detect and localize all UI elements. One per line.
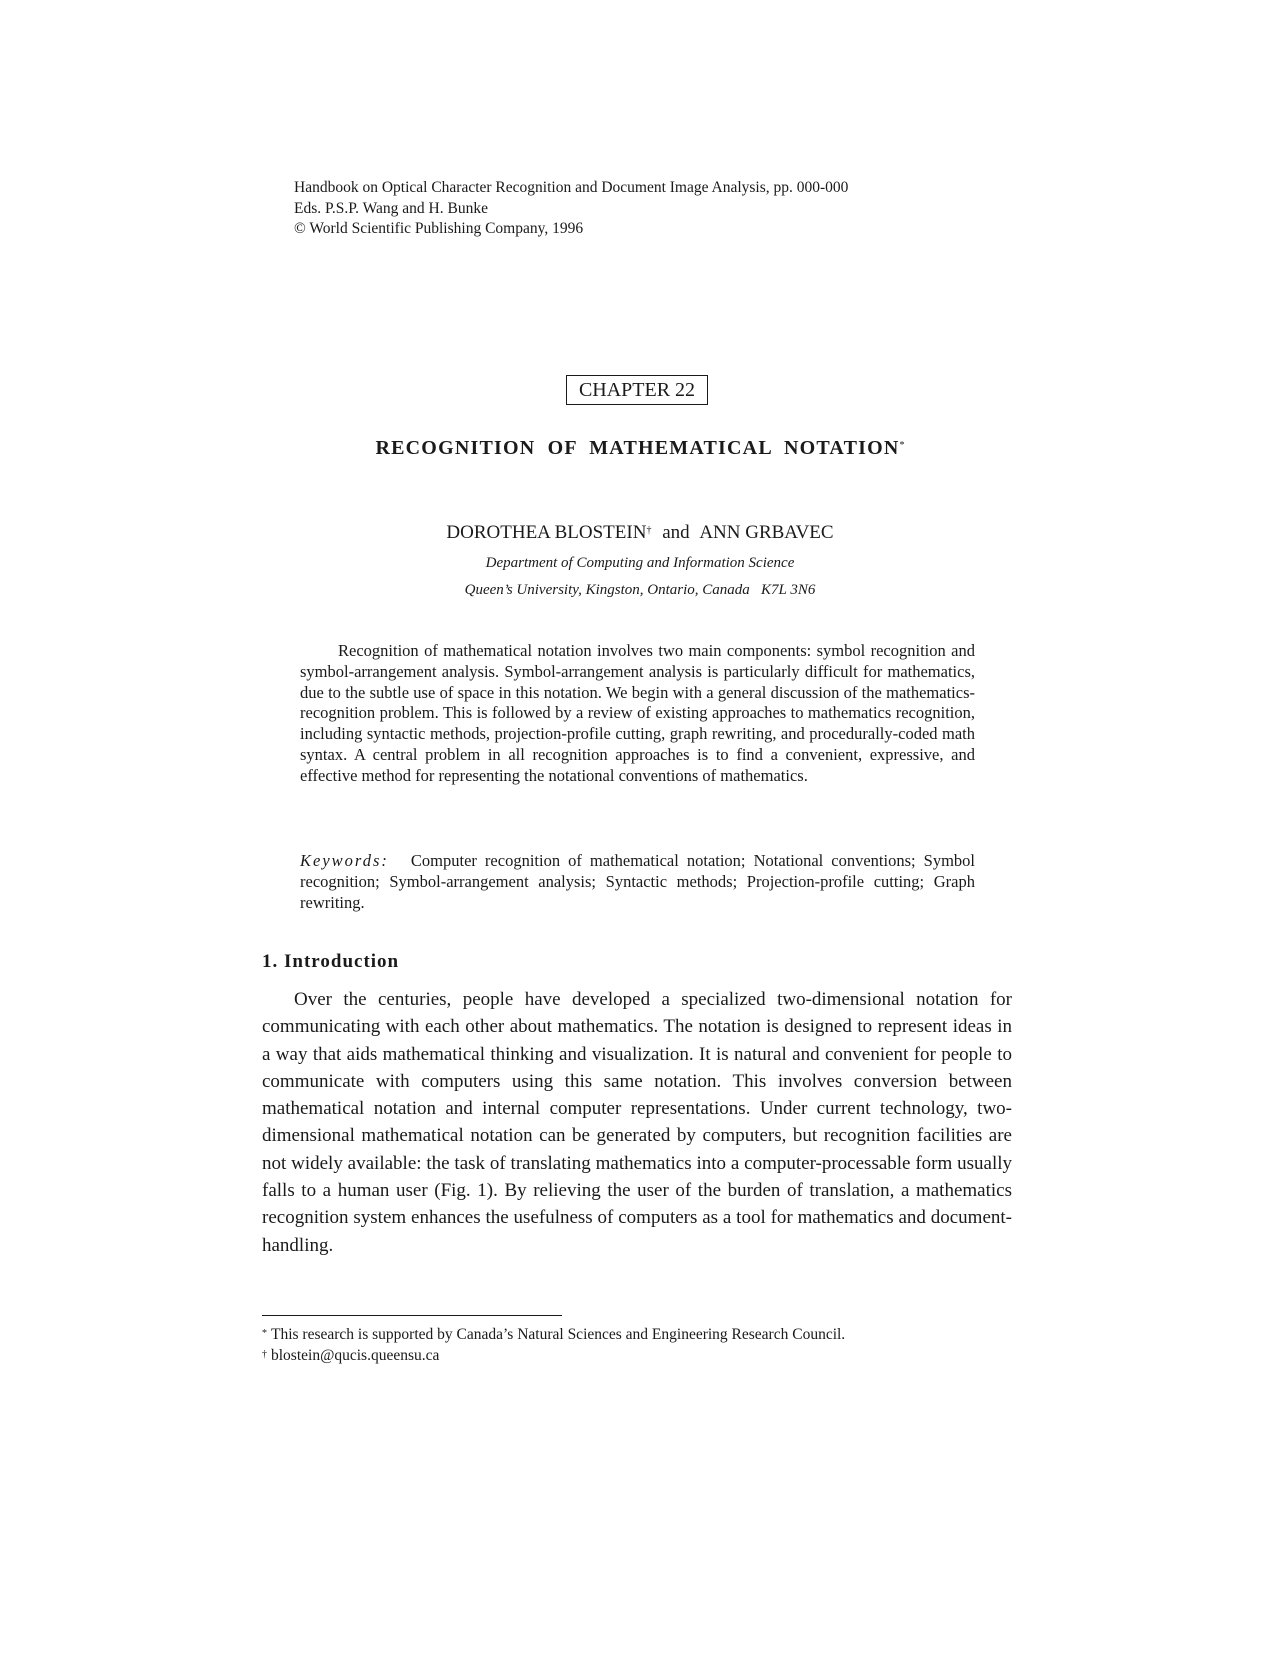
section-heading-introduction: 1. Introduction (262, 951, 400, 972)
header-line-handbook: Handbook on Optical Character Recognition and Document Image Analysis, pp. 000-000 (294, 179, 849, 196)
author-line (0, 520, 1280, 546)
author-blostein: DOROTHEA BLOSTEIN (446, 522, 647, 543)
keywords-label: Keywords: (300, 851, 389, 870)
publication-header (294, 178, 994, 240)
keywords-block (300, 851, 975, 913)
affiliation-university (0, 580, 1280, 600)
chapter-label-box (566, 375, 708, 405)
paper-title (0, 434, 1280, 462)
abstract: Recognition of mathematical notation involves two main components: symbol recognition and symbol-arrangement analysis. Symbol-arrangement analysis is particularly difficult for mathematics, due to the subtle use of space in this notation. We begin with a general discussion of the mathematics-recognition problem. This is followed by a review of existing approaches to mathematics recognition, including syntactic methods, projection-profile cutting, graph rewriting, and procedurally-coded math syntax. A central problem in all recognition approaches is to find a convenient, expressive, and effective method for representing the notational conventions of mathematics. (300, 641, 975, 785)
header-line-editors: Eds. P.S.P. Wang and H. Bunke (294, 199, 488, 217)
author-footnote-mark: † (646, 525, 652, 536)
affiliation-university-text: Queen’s University, Kingston, Ontario, Canada K7L 3N6 (464, 582, 816, 598)
title-footnote-mark: * (899, 440, 905, 451)
footnote-mark-dagger: † (262, 1348, 267, 1360)
chapter-label: CHAPTER 22 (578, 379, 696, 401)
footnote-mark-asterisk: * (262, 1328, 267, 1339)
author-grbavec: ANN GRBAVEC (699, 522, 834, 543)
introduction-paragraph: Over the centuries, people have developed a specialized two-dimensional notation for communicating with each other about mathematics. The notation is designed to represent ideas in a way that aids mathematical thinking and visualization. It is natural and convenient for people to communicate with computers using this same notation. This involves conversion between mathematical notation and internal computer representations. Under current technology, two-dimensional mathematical notation can be generated by computers, but recognition facilities are not widely available: the task of translating mathematics into a computer-processable form usually falls to a human user (Fig. 1). By relieving the user of the burden of translation, a mathematics recognition system enhances the usefulness of computers as a tool for mathematics and document-handling. (262, 989, 1012, 1256)
footnote-funding-text: This research is supported by Canada’s Natural Sciences and Engineering Research Council. (271, 1326, 846, 1343)
footnote-email-text: blostein@qucis.queensu.ca (271, 1346, 440, 1364)
paper-title-text: RECOGNITION OF MATHEMATICAL NOTATION (375, 437, 900, 459)
keywords-text: Computer recognition of mathematical notation; Notational conventions; Symbol recognition; Symbol-arrangement analysis; Syntactic methods; Projection-profile cutting; Graph rewriting. (300, 851, 975, 912)
author-conjunction: and (662, 522, 690, 543)
affiliation-department: Department of Computing and Information Science (485, 555, 795, 571)
footnote-email (262, 1346, 1062, 1367)
footnote-funding (262, 1325, 1062, 1346)
header-line-copyright: © World Scientific Publishing Company, 1996 (294, 220, 584, 237)
footnotes (262, 1325, 1062, 1366)
footnote-divider (262, 1315, 562, 1316)
